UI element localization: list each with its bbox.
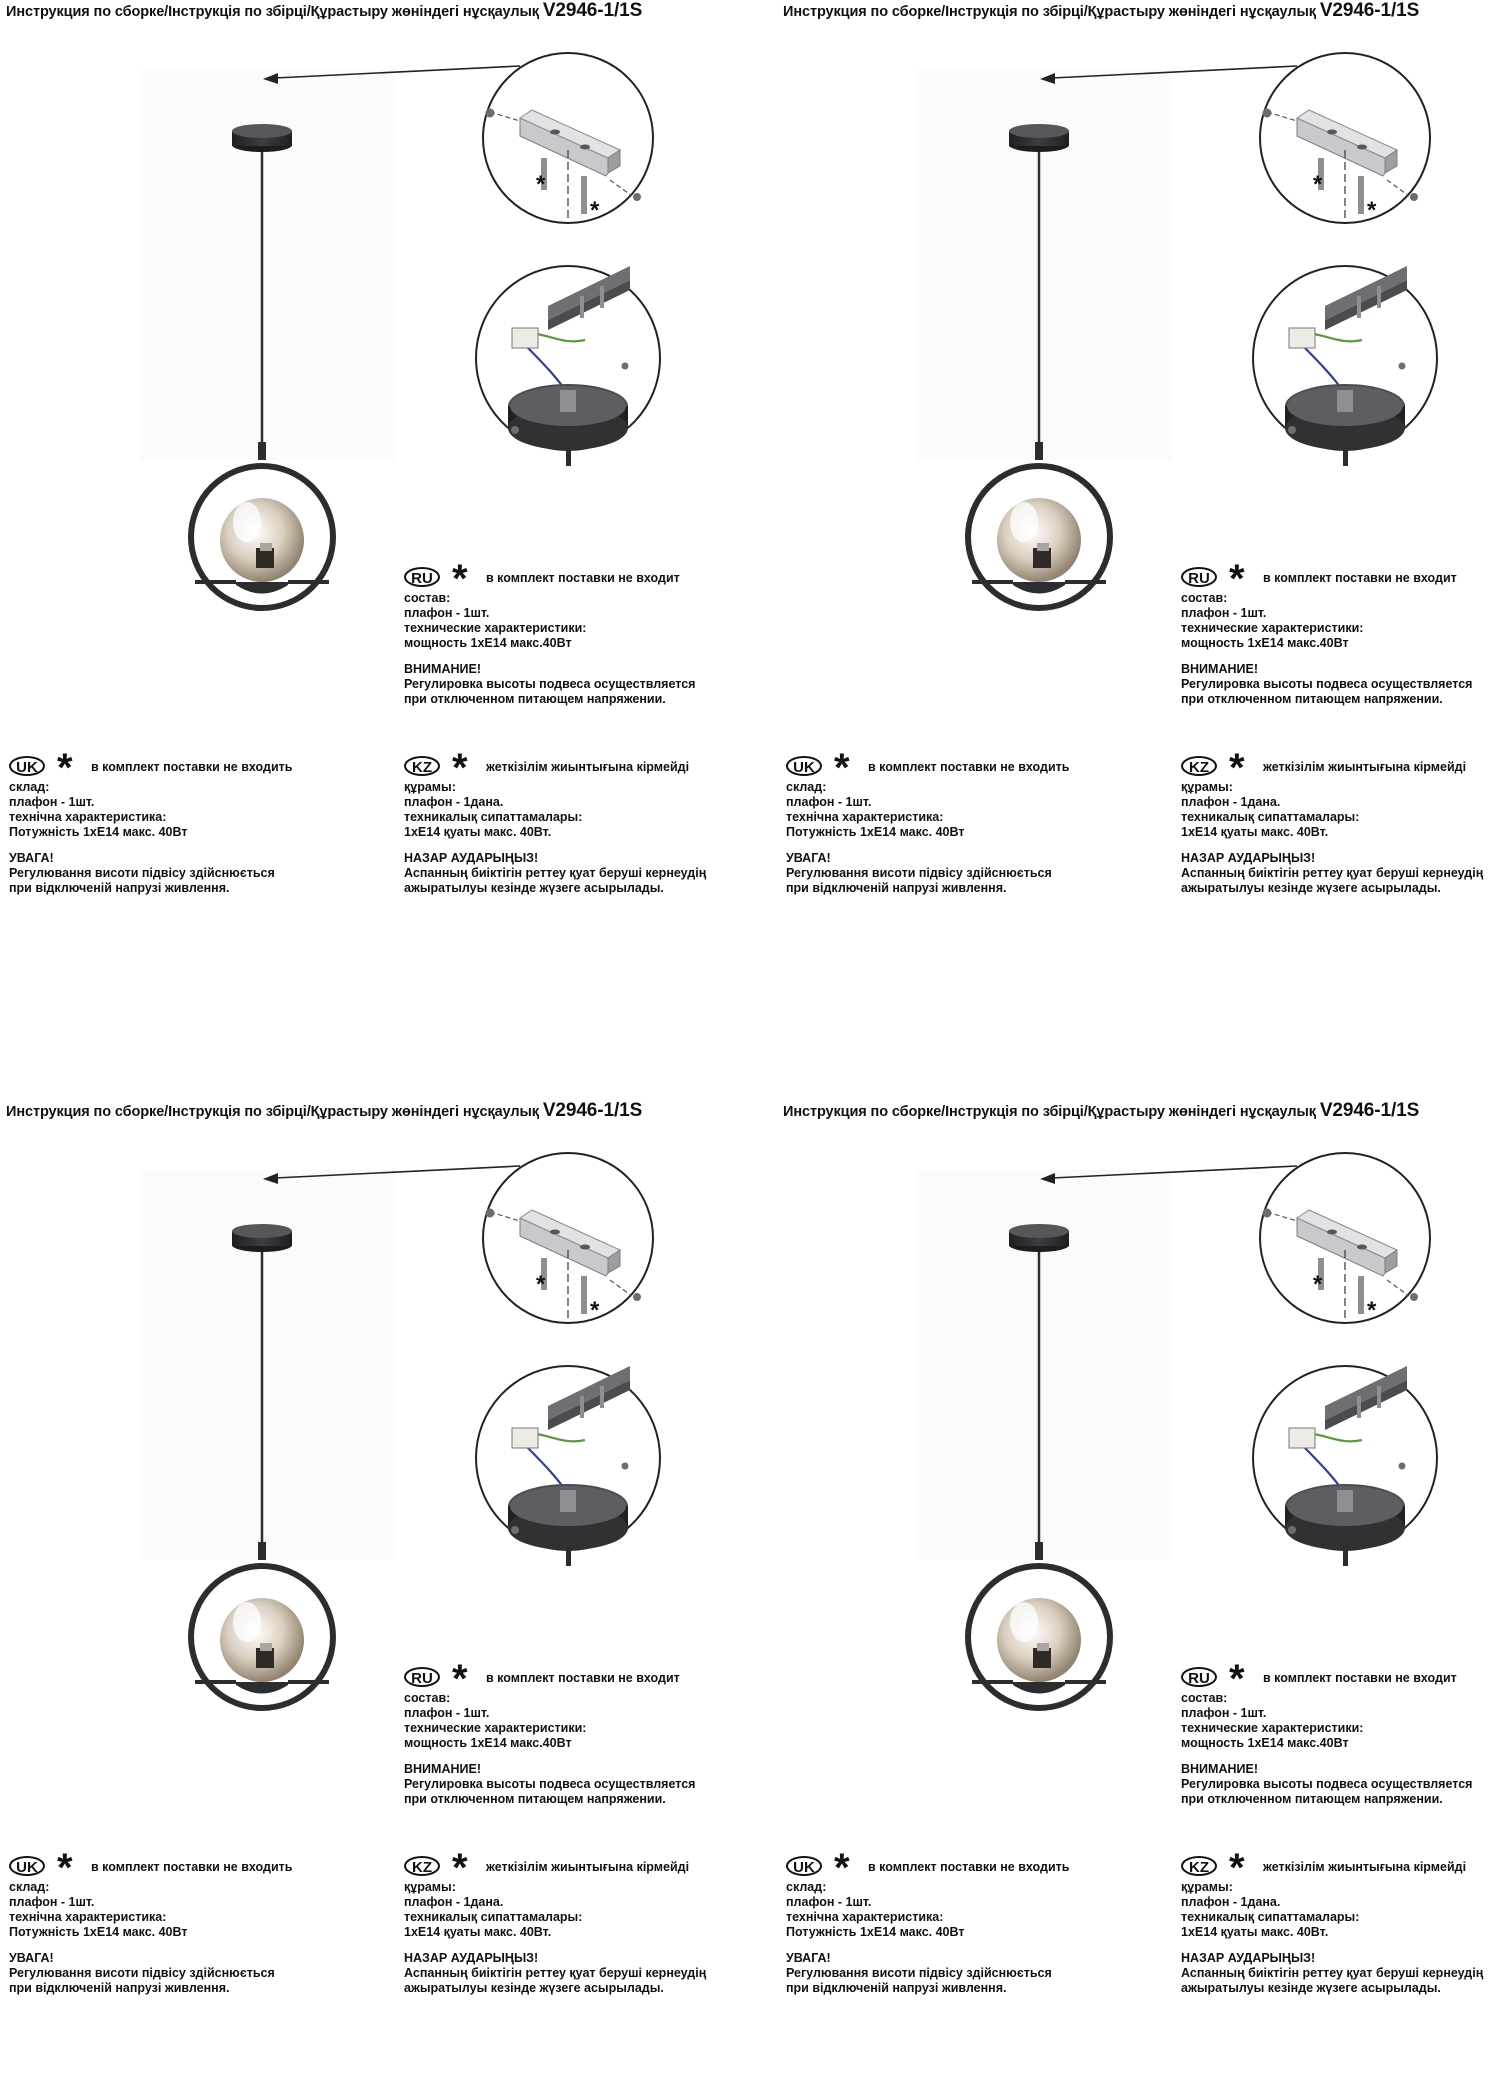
ru-badge: RU xyxy=(1181,567,1217,587)
uk-line: Потужність 1хE14 макс. 40Вт xyxy=(786,825,965,839)
bracket-detail xyxy=(1260,1153,1430,1324)
ru-warning-line: при отключенном питающем напряжении. xyxy=(1181,692,1443,706)
kz-badge: KZ xyxy=(1181,1856,1217,1876)
uk-line: технічна характеристика: xyxy=(786,810,944,824)
uk-warning-title: УВАГА! xyxy=(9,1951,54,1965)
uk-info-block xyxy=(9,1846,293,1996)
uk-warning-line: при відключеній напрузі живлення. xyxy=(9,1981,230,1995)
kz-note: жеткізілім жиынтығына кірмейді xyxy=(486,1860,690,1874)
kz-warning-line: Аспанның биіктігін реттеу қуат беруші кернеудің xyxy=(1181,866,1484,880)
uk-warning-title: УВАГА! xyxy=(786,1951,831,1965)
kz-line: плафон - 1дана. xyxy=(1181,795,1281,809)
kz-note: жеткізілім жиынтығына кірмейді xyxy=(1263,1860,1467,1874)
ru-line: технические характеристики: xyxy=(404,1721,587,1735)
svg-text:*: * xyxy=(590,197,600,224)
kz-line: 1хE14 қуаты макс. 40Вт. xyxy=(404,1925,552,1939)
ru-warning-title: ВНИМАНИЕ! xyxy=(1181,1762,1258,1776)
uk-info-block xyxy=(786,746,1070,896)
ru-note: в комплект поставки не входит xyxy=(1263,1671,1457,1685)
kz-note: жеткізілім жиынтығына кірмейді xyxy=(486,760,690,774)
kz-line: плафон - 1дана. xyxy=(404,795,504,809)
uk-note: в комплект поставки не входить xyxy=(868,760,1070,774)
uk-badge: UK xyxy=(786,756,822,776)
kz-note: жеткізілім жиынтығына кірмейді xyxy=(1263,760,1467,774)
uk-line: плафон - 1шт. xyxy=(9,795,95,809)
kz-line: техникалық сипаттамалары: xyxy=(404,1910,583,1924)
svg-text:*: * xyxy=(536,171,546,198)
kz-info-block xyxy=(1181,746,1484,896)
asterisk-icon: * xyxy=(452,1846,468,1890)
uk-line: технічна характеристика: xyxy=(9,1910,167,1924)
ru-line: плафон - 1шт. xyxy=(1181,1706,1267,1720)
kz-badge: KZ xyxy=(1181,756,1217,776)
title-text: Инструкция по сборке/Інструкція по збірці/Құрастыру жөніндегі нұсқаулық xyxy=(783,4,1316,20)
uk-line: технічна характеристика: xyxy=(786,1910,944,1924)
uk-line: плафон - 1шт. xyxy=(9,1895,95,1909)
kz-line: 1хE14 қуаты макс. 40Вт. xyxy=(1181,1925,1329,1939)
uk-line: склад: xyxy=(786,1880,827,1894)
uk-note: в комплект поставки не входить xyxy=(868,1860,1070,1874)
uk-line: склад: xyxy=(786,780,827,794)
uk-warning-line: Регулювання висоти підвісу здійснюється xyxy=(786,1966,1052,1980)
svg-text:*: * xyxy=(1313,1271,1323,1298)
ru-line: технические характеристики: xyxy=(1181,1721,1364,1735)
wiring-detail xyxy=(476,1366,660,1566)
uk-badge: UK xyxy=(9,1856,45,1876)
asterisk-icon: * xyxy=(452,1657,468,1701)
uk-warning-title: УВАГА! xyxy=(786,851,831,865)
svg-text:*: * xyxy=(1367,1297,1377,1324)
svg-text:*: * xyxy=(590,1297,600,1324)
title-text: Инструкция по сборке/Інструкція по збірці/Құрастыру жөніндегі нұсқаулық xyxy=(6,1104,539,1120)
kz-line: құрамы: xyxy=(1181,780,1233,794)
asterisk-icon: * xyxy=(57,1846,73,1890)
assembly-drawing xyxy=(0,1100,747,1740)
kz-line: құрамы: xyxy=(1181,1880,1233,1894)
kz-warning-line: Аспанның биіктігін реттеу қуат беруші кернеудің xyxy=(1181,1966,1484,1980)
uk-info-block xyxy=(786,1846,1070,1996)
kz-line: плафон - 1дана. xyxy=(404,1895,504,1909)
ru-note: в комплект поставки не входит xyxy=(1263,571,1457,585)
ru-line: плафон - 1шт. xyxy=(1181,606,1267,620)
ru-badge: RU xyxy=(404,1667,440,1687)
model-number: V2946-1/1S xyxy=(1319,1100,1420,1121)
ru-line: состав: xyxy=(404,1691,451,1705)
ru-badge: RU xyxy=(404,567,440,587)
kz-warning-line: ажыратылуы кезінде жүзеге асырылады. xyxy=(404,881,664,895)
uk-warning-line: Регулювання висоти підвісу здійснюється xyxy=(9,866,275,880)
wiring-detail xyxy=(1253,266,1437,466)
model-number: V2946-1/1S xyxy=(542,1100,643,1121)
uk-warning-line: Регулювання висоти підвісу здійснюється xyxy=(786,866,1052,880)
kz-line: 1хE14 қуаты макс. 40Вт. xyxy=(1181,825,1329,839)
asterisk-icon: * xyxy=(1229,746,1245,790)
ru-info-block xyxy=(1181,557,1473,707)
wiring-detail xyxy=(1253,1366,1437,1566)
bracket-detail xyxy=(483,1153,653,1324)
kz-warning-title: НАЗАР АУДАРЫҢЫЗ! xyxy=(1181,851,1316,865)
kz-warning-line: Аспанның биіктігін реттеу қуат беруші кернеудің xyxy=(404,1966,707,1980)
assembly-drawing xyxy=(0,0,747,640)
asterisk-icon: * xyxy=(452,746,468,790)
uk-info-block xyxy=(9,746,293,896)
ru-note: в комплект поставки не входит xyxy=(486,1671,680,1685)
uk-badge: UK xyxy=(9,756,45,776)
ru-info-block xyxy=(404,1657,696,1807)
ru-line: плафон - 1шт. xyxy=(404,606,490,620)
ru-warning-line: Регулировка высоты подвеса осуществляется xyxy=(1181,677,1473,691)
asterisk-icon: * xyxy=(57,746,73,790)
ru-warning-line: Регулировка высоты подвеса осуществляется xyxy=(404,677,696,691)
uk-warning-title: УВАГА! xyxy=(9,851,54,865)
ru-warning-line: при отключенном питающем напряжении. xyxy=(404,692,666,706)
uk-note: в комплект поставки не входить xyxy=(91,760,293,774)
uk-line: плафон - 1шт. xyxy=(786,1895,872,1909)
svg-text:*: * xyxy=(1367,197,1377,224)
ru-line: технические характеристики: xyxy=(1181,621,1364,635)
uk-warning-line: при відключеній напрузі живлення. xyxy=(786,1981,1007,1995)
kz-line: 1хE14 қуаты макс. 40Вт. xyxy=(404,825,552,839)
ru-warning-line: Регулировка высоты подвеса осуществляется xyxy=(1181,1777,1473,1791)
kz-warning-title: НАЗАР АУДАРЫҢЫЗ! xyxy=(1181,1951,1316,1965)
ru-line: мощность 1хE14 макс.40Вт xyxy=(1181,636,1349,650)
kz-line: техникалық сипаттамалары: xyxy=(404,810,583,824)
asterisk-icon: * xyxy=(1229,1846,1245,1890)
uk-badge: UK xyxy=(786,1856,822,1876)
kz-warning-line: ажыратылуы кезінде жүзеге асырылады. xyxy=(1181,1981,1441,1995)
ru-warning-line: при отключенном питающем напряжении. xyxy=(404,1792,666,1806)
title-text: Инструкция по сборке/Інструкція по збірці/Құрастыру жөніндегі нұсқаулық xyxy=(6,4,539,20)
kz-warning-title: НАЗАР АУДАРЫҢЫЗ! xyxy=(404,851,539,865)
assembly-drawing xyxy=(777,0,1494,640)
uk-line: Потужність 1хE14 макс. 40Вт xyxy=(9,1925,188,1939)
kz-info-block xyxy=(404,1846,707,1996)
ru-warning-line: при отключенном питающем напряжении. xyxy=(1181,1792,1443,1806)
kz-info-block xyxy=(404,746,707,896)
ru-badge: RU xyxy=(1181,1667,1217,1687)
svg-text:*: * xyxy=(536,1271,546,1298)
model-number: V2946-1/1S xyxy=(1319,0,1420,21)
kz-info-block xyxy=(1181,1846,1484,1996)
ru-warning-title: ВНИМАНИЕ! xyxy=(1181,662,1258,676)
uk-line: склад: xyxy=(9,1880,50,1894)
uk-warning-line: при відключеній напрузі живлення. xyxy=(786,881,1007,895)
kz-badge: KZ xyxy=(404,1856,440,1876)
kz-line: құрамы: xyxy=(404,1880,456,1894)
title-text: Инструкция по сборке/Інструкція по збірці/Құрастыру жөніндегі нұсқаулық xyxy=(783,1104,1316,1120)
assembly-drawing xyxy=(777,1100,1494,1740)
ru-info-block xyxy=(1181,1657,1473,1807)
ru-line: состав: xyxy=(1181,1691,1228,1705)
uk-line: плафон - 1шт. xyxy=(786,795,872,809)
uk-note: в комплект поставки не входить xyxy=(91,1860,293,1874)
ru-warning-title: ВНИМАНИЕ! xyxy=(404,662,481,676)
model-number: V2946-1/1S xyxy=(542,0,643,21)
kz-warning-line: ажыратылуы кезінде жүзеге асырылады. xyxy=(404,1981,664,1995)
kz-warning-line: Аспанның биіктігін реттеу қуат беруші кернеудің xyxy=(404,866,707,880)
ru-line: технические характеристики: xyxy=(404,621,587,635)
svg-text:*: * xyxy=(1313,171,1323,198)
bracket-detail xyxy=(483,53,653,224)
instruction-panel xyxy=(777,1100,1494,2100)
asterisk-icon: * xyxy=(834,1846,850,1890)
ru-line: состав: xyxy=(404,591,451,605)
wiring-detail xyxy=(476,266,660,466)
ru-line: состав: xyxy=(1181,591,1228,605)
kz-warning-title: НАЗАР АУДАРЫҢЫЗ! xyxy=(404,1951,539,1965)
asterisk-icon: * xyxy=(834,746,850,790)
ru-info-block xyxy=(404,557,696,707)
ru-note: в комплект поставки не входит xyxy=(486,571,680,585)
bracket-detail xyxy=(1260,53,1430,224)
instruction-panel xyxy=(0,1100,747,2100)
asterisk-icon: * xyxy=(452,557,468,601)
kz-badge: KZ xyxy=(404,756,440,776)
ru-warning-line: Регулировка высоты подвеса осуществляется xyxy=(404,1777,696,1791)
ru-line: плафон - 1шт. xyxy=(404,1706,490,1720)
ru-line: мощность 1хE14 макс.40Вт xyxy=(404,636,572,650)
uk-line: технічна характеристика: xyxy=(9,810,167,824)
ru-line: мощность 1хE14 макс.40Вт xyxy=(404,1736,572,1750)
ru-warning-title: ВНИМАНИЕ! xyxy=(404,1762,481,1776)
kz-line: плафон - 1дана. xyxy=(1181,1895,1281,1909)
kz-line: техникалық сипаттамалары: xyxy=(1181,1910,1360,1924)
kz-line: құрамы: xyxy=(404,780,456,794)
uk-line: Потужність 1хE14 макс. 40Вт xyxy=(786,1925,965,1939)
ru-line: мощность 1хE14 макс.40Вт xyxy=(1181,1736,1349,1750)
instruction-panel xyxy=(0,0,747,1000)
asterisk-icon: * xyxy=(1229,1657,1245,1701)
uk-line: склад: xyxy=(9,780,50,794)
uk-warning-line: Регулювання висоти підвісу здійснюється xyxy=(9,1966,275,1980)
asterisk-icon: * xyxy=(1229,557,1245,601)
kz-warning-line: ажыратылуы кезінде жүзеге асырылады. xyxy=(1181,881,1441,895)
uk-warning-line: при відключеній напрузі живлення. xyxy=(9,881,230,895)
uk-line: Потужність 1хE14 макс. 40Вт xyxy=(9,825,188,839)
kz-line: техникалық сипаттамалары: xyxy=(1181,810,1360,824)
instruction-panel xyxy=(777,0,1494,1000)
